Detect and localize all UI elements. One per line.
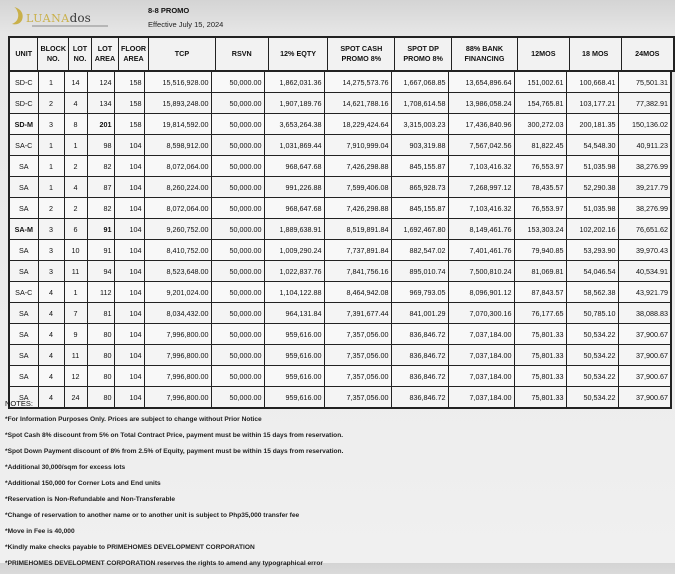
cell-floor-area: 104: [114, 345, 144, 366]
cell-bank-financing-88pct: 7,268,997.12: [448, 177, 514, 198]
price-table: [8, 70, 672, 409]
cell-spot-dp-promo: 903,319.88: [391, 135, 448, 156]
note-item: *Reservation is Non-Refundable and Non-Transferable: [5, 496, 176, 503]
cell-tcp: 8,410,752.00: [144, 240, 211, 261]
cell-block-no: 1: [38, 177, 64, 198]
cell-bank-financing-88pct: 7,037,184.00: [448, 324, 514, 345]
cell-tcp: 7,996,800.00: [144, 366, 211, 387]
cell-18-months: 51,035.98: [566, 156, 618, 177]
table-row: [9, 261, 671, 282]
cell-lot-area: 82: [87, 156, 114, 177]
cell-spot-dp-promo: 3,315,003.23: [391, 114, 448, 135]
cell-24-months: 37,900.67: [618, 387, 671, 409]
cell-unit: SA: [9, 198, 38, 219]
cell-bank-financing-88pct: 7,567,042.56: [448, 135, 514, 156]
cell-block-no: 2: [38, 198, 64, 219]
cell-12-months: 76,553.97: [514, 156, 566, 177]
cell-lot-no: 9: [64, 324, 87, 345]
cell-equity-12pct: 1,907,189.76: [264, 93, 324, 114]
table-row: [9, 177, 671, 198]
cell-tcp: 7,996,800.00: [144, 324, 211, 345]
cell-bank-financing-88pct: 7,103,416.32: [448, 156, 514, 177]
cell-unit: SA-C: [9, 135, 38, 156]
cell-lot-no: 1: [64, 282, 87, 303]
note-item: *Move in Fee is 40,000: [5, 528, 75, 535]
cell-rsvn: 50,000.00: [211, 156, 264, 177]
cell-lot-no: 1: [64, 135, 87, 156]
cell-spot-dp-promo: 1,692,467.80: [391, 219, 448, 240]
cell-tcp: 9,201,024.00: [144, 282, 211, 303]
cell-unit: SA-M: [9, 219, 38, 240]
cell-lot-area: 81: [87, 303, 114, 324]
cell-spot-dp-promo: 1,708,614.58: [391, 93, 448, 114]
cell-lot-area: 124: [87, 71, 114, 93]
column-header-18-months: 18 MOS: [569, 37, 621, 71]
cell-24-months: 39,217.79: [618, 177, 671, 198]
cell-lot-no: 10: [64, 240, 87, 261]
cell-tcp: 19,814,592.00: [144, 114, 211, 135]
cell-lot-no: 2: [64, 156, 87, 177]
cell-lot-area: 80: [87, 345, 114, 366]
cell-block-no: 2: [38, 93, 64, 114]
cell-spot-cash-promo: 7,910,999.04: [324, 135, 391, 156]
column-header-spot-cash-promo: SPOT CASH PROMO 8%: [328, 37, 395, 71]
cell-12-months: 300,272.03: [514, 114, 566, 135]
cell-spot-dp-promo: 865,928.73: [391, 177, 448, 198]
cell-18-months: 50,534.22: [566, 387, 618, 409]
note-item: *Additional 150,000 for Corner Lots and End units: [5, 480, 161, 487]
cell-lot-no: 2: [64, 198, 87, 219]
cell-tcp: 8,598,912.00: [144, 135, 211, 156]
cell-rsvn: 50,000.00: [211, 219, 264, 240]
cell-unit: SA: [9, 156, 38, 177]
cell-24-months: 150,136.02: [618, 114, 671, 135]
cell-floor-area: 104: [114, 135, 144, 156]
cell-floor-area: 104: [114, 198, 144, 219]
cell-18-months: 52,290.38: [566, 177, 618, 198]
column-header-12-months: 12MOS: [517, 37, 569, 71]
cell-spot-dp-promo: 841,001.29: [391, 303, 448, 324]
effective-date: Effective July 15, 2024: [148, 20, 224, 29]
cell-equity-12pct: 959,616.00: [264, 345, 324, 366]
cell-tcp: 8,260,224.00: [144, 177, 211, 198]
cell-bank-financing-88pct: 7,070,300.16: [448, 303, 514, 324]
table-row: [9, 198, 671, 219]
note-item: *Kindly make checks payable to PRIMEHOMES DEVELOPMENT CORPORATION: [5, 544, 255, 551]
cell-unit: SD-C: [9, 93, 38, 114]
cell-spot-cash-promo: 7,426,298.88: [324, 198, 391, 219]
document-header: [0, 0, 675, 34]
cell-block-no: 1: [38, 135, 64, 156]
cell-block-no: 3: [38, 261, 64, 282]
cell-spot-cash-promo: 8,464,942.08: [324, 282, 391, 303]
cell-unit: SA: [9, 240, 38, 261]
cell-12-months: 76,553.97: [514, 198, 566, 219]
cell-12-months: 153,303.24: [514, 219, 566, 240]
cell-lot-area: 134: [87, 93, 114, 114]
cell-rsvn: 50,000.00: [211, 261, 264, 282]
cell-rsvn: 50,000.00: [211, 387, 264, 409]
cell-tcp: 9,260,752.00: [144, 219, 211, 240]
cell-lot-no: 11: [64, 345, 87, 366]
cell-lot-area: 80: [87, 324, 114, 345]
cell-bank-financing-88pct: 13,654,896.64: [448, 71, 514, 93]
cell-unit: SD-C: [9, 71, 38, 93]
cell-floor-area: 104: [114, 366, 144, 387]
cell-24-months: 38,088.83: [618, 303, 671, 324]
cell-spot-cash-promo: 7,357,056.00: [324, 345, 391, 366]
cell-18-months: 53,293.90: [566, 240, 618, 261]
cell-rsvn: 50,000.00: [211, 324, 264, 345]
cell-floor-area: 104: [114, 282, 144, 303]
cell-spot-dp-promo: 882,547.02: [391, 240, 448, 261]
column-header-tcp: TCP: [149, 37, 216, 71]
logo-wordmark: [26, 11, 91, 25]
cell-tcp: 8,523,648.00: [144, 261, 211, 282]
cell-equity-12pct: 1,104,122.88: [264, 282, 324, 303]
table-row: [9, 303, 671, 324]
cell-18-months: 54,046.54: [566, 261, 618, 282]
cell-lot-area: 82: [87, 198, 114, 219]
table-row: [9, 135, 671, 156]
cell-block-no: 3: [38, 219, 64, 240]
cell-floor-area: 104: [114, 261, 144, 282]
cell-spot-cash-promo: 14,621,788.16: [324, 93, 391, 114]
cell-tcp: 8,034,432.00: [144, 303, 211, 324]
cell-lot-no: 7: [64, 303, 87, 324]
cell-rsvn: 50,000.00: [211, 240, 264, 261]
table-row: [9, 345, 671, 366]
cell-spot-cash-promo: 7,357,056.00: [324, 366, 391, 387]
cell-tcp: 7,996,800.00: [144, 387, 211, 409]
price-table-header: [8, 36, 675, 72]
cell-equity-12pct: 3,653,264.38: [264, 114, 324, 135]
cell-lot-area: 112: [87, 282, 114, 303]
cell-rsvn: 50,000.00: [211, 177, 264, 198]
note-item: *Change of reservation to another name or to another unit is subject to Php35,000 transfer fee: [5, 512, 300, 519]
cell-floor-area: 158: [114, 71, 144, 93]
cell-block-no: 1: [38, 71, 64, 93]
cell-rsvn: 50,000.00: [211, 345, 264, 366]
cell-12-months: 151,002.61: [514, 71, 566, 93]
column-header-rsvn: RSVN: [215, 37, 268, 71]
cell-floor-area: 158: [114, 114, 144, 135]
cell-12-months: 81,069.81: [514, 261, 566, 282]
cell-equity-12pct: 959,616.00: [264, 324, 324, 345]
cell-lot-area: 91: [87, 219, 114, 240]
cell-rsvn: 50,000.00: [211, 303, 264, 324]
cell-floor-area: 104: [114, 324, 144, 345]
cell-spot-dp-promo: 895,010.74: [391, 261, 448, 282]
cell-24-months: 38,276.99: [618, 156, 671, 177]
cell-equity-12pct: 1,862,031.36: [264, 71, 324, 93]
cell-12-months: 81,822.45: [514, 135, 566, 156]
cell-equity-12pct: 991,226.88: [264, 177, 324, 198]
cell-tcp: 8,072,064.00: [144, 198, 211, 219]
table-row: [9, 366, 671, 387]
cell-spot-dp-promo: 969,793.05: [391, 282, 448, 303]
cell-18-months: 102,202.16: [566, 219, 618, 240]
cell-floor-area: 104: [114, 219, 144, 240]
cell-18-months: 51,035.98: [566, 198, 618, 219]
cell-unit: SD-M: [9, 114, 38, 135]
cell-lot-area: 201: [87, 114, 114, 135]
cell-24-months: 37,900.67: [618, 366, 671, 387]
cell-18-months: 54,548.30: [566, 135, 618, 156]
cell-equity-12pct: 959,616.00: [264, 366, 324, 387]
cell-equity-12pct: 1,009,290.24: [264, 240, 324, 261]
cell-spot-cash-promo: 7,841,756.16: [324, 261, 391, 282]
cell-equity-12pct: 968,647.68: [264, 156, 324, 177]
cell-spot-dp-promo: 836,846.72: [391, 324, 448, 345]
cell-lot-area: 91: [87, 240, 114, 261]
cell-bank-financing-88pct: 8,149,461.76: [448, 219, 514, 240]
cell-bank-financing-88pct: 7,037,184.00: [448, 345, 514, 366]
cell-lot-no: 4: [64, 93, 87, 114]
notes-list: [5, 414, 665, 574]
cell-spot-cash-promo: 7,426,298.88: [324, 156, 391, 177]
cell-lot-area: 94: [87, 261, 114, 282]
table-row: [9, 114, 671, 135]
cell-rsvn: 50,000.00: [211, 93, 264, 114]
cell-unit: SA: [9, 303, 38, 324]
cell-spot-cash-promo: 7,737,891.84: [324, 240, 391, 261]
table-row: [9, 219, 671, 240]
cell-18-months: 103,177.21: [566, 93, 618, 114]
cell-24-months: 38,276.99: [618, 198, 671, 219]
cell-rsvn: 50,000.00: [211, 366, 264, 387]
cell-equity-12pct: 1,889,638.91: [264, 219, 324, 240]
cell-spot-dp-promo: 1,667,068.85: [391, 71, 448, 93]
cell-24-months: 40,911.23: [618, 135, 671, 156]
table-row: [9, 240, 671, 261]
cell-lot-no: 14: [64, 71, 87, 93]
notes-title: NOTES:: [5, 399, 33, 408]
cell-lot-no: 11: [64, 261, 87, 282]
cell-18-months: 50,534.22: [566, 345, 618, 366]
cell-floor-area: 104: [114, 387, 144, 409]
cell-12-months: 75,801.33: [514, 366, 566, 387]
table-row: [9, 156, 671, 177]
cell-24-months: 76,651.62: [618, 219, 671, 240]
cell-block-no: 3: [38, 114, 64, 135]
cell-24-months: 75,501.31: [618, 71, 671, 93]
column-header-equity-12pct: 12% EQTY: [268, 37, 328, 71]
cell-24-months: 37,900.67: [618, 345, 671, 366]
table-row: [9, 71, 671, 93]
cell-block-no: 4: [38, 345, 64, 366]
note-item: *Additional 30,000/sqm for excess lots: [5, 464, 126, 471]
cell-lot-area: 98: [87, 135, 114, 156]
logo-tagline: [32, 25, 108, 27]
note-item: *PRIMEHOMES DEVELOPMENT CORPORATION reserves the rights to amend any typographical error: [5, 560, 323, 567]
cell-floor-area: 104: [114, 303, 144, 324]
cell-unit: SA: [9, 177, 38, 198]
cell-equity-12pct: 968,647.68: [264, 198, 324, 219]
cell-lot-area: 87: [87, 177, 114, 198]
cell-spot-cash-promo: 7,599,406.08: [324, 177, 391, 198]
note-item: *Spot Cash 8% discount from 5% on Total Contract Price, payment must be within 15 days from reservation.: [5, 432, 344, 439]
note-item: *For Information Purposes Only. Prices are subject to change without Prior Notice: [5, 416, 262, 423]
cell-unit: SA: [9, 324, 38, 345]
cell-equity-12pct: 964,131.84: [264, 303, 324, 324]
cell-18-months: 100,668.41: [566, 71, 618, 93]
cell-lot-no: 4: [64, 177, 87, 198]
cell-lot-no: 12: [64, 366, 87, 387]
cell-bank-financing-88pct: 17,436,840.96: [448, 114, 514, 135]
cell-equity-12pct: 1,031,869.44: [264, 135, 324, 156]
header-row: [9, 37, 674, 71]
column-header-lot-no: LOT NO.: [69, 37, 92, 71]
note-item: *Spot Down Payment discount of 8% from 2.5% of Equity, payment must be within 15 days from reservation.: [5, 448, 344, 455]
cell-12-months: 154,765.81: [514, 93, 566, 114]
cell-12-months: 79,940.85: [514, 240, 566, 261]
cell-12-months: 76,177.65: [514, 303, 566, 324]
cell-18-months: 58,562.38: [566, 282, 618, 303]
cell-12-months: 75,801.33: [514, 324, 566, 345]
cell-18-months: 50,785.10: [566, 303, 618, 324]
cell-12-months: 75,801.33: [514, 387, 566, 409]
cell-tcp: 15,516,928.00: [144, 71, 211, 93]
cell-lot-no: 8: [64, 114, 87, 135]
table-row: [9, 282, 671, 303]
cell-bank-financing-88pct: 13,986,058.24: [448, 93, 514, 114]
cell-tcp: 15,893,248.00: [144, 93, 211, 114]
cell-unit: SA: [9, 345, 38, 366]
cell-tcp: 7,996,800.00: [144, 345, 211, 366]
cell-block-no: 4: [38, 366, 64, 387]
cell-24-months: 40,534.91: [618, 261, 671, 282]
cell-block-no: 1: [38, 156, 64, 177]
column-header-block-no: BLOCK NO.: [38, 37, 69, 71]
cell-spot-dp-promo: 836,846.72: [391, 366, 448, 387]
cell-12-months: 87,843.57: [514, 282, 566, 303]
cell-block-no: 4: [38, 324, 64, 345]
cell-lot-area: 80: [87, 366, 114, 387]
cell-rsvn: 50,000.00: [211, 198, 264, 219]
cell-24-months: 77,382.91: [618, 93, 671, 114]
cell-block-no: 4: [38, 387, 64, 409]
column-header-floor-area: FLOOR AREA: [118, 37, 148, 71]
cell-spot-cash-promo: 14,275,573.76: [324, 71, 391, 93]
cell-12-months: 78,435.57: [514, 177, 566, 198]
cell-unit: SA: [9, 366, 38, 387]
cell-equity-12pct: 1,022,837.76: [264, 261, 324, 282]
cell-24-months: 37,900.67: [618, 324, 671, 345]
cell-spot-cash-promo: 18,229,424.64: [324, 114, 391, 135]
cell-spot-cash-promo: 7,357,056.00: [324, 324, 391, 345]
cell-18-months: 200,181.35: [566, 114, 618, 135]
cell-bank-financing-88pct: 7,500,810.24: [448, 261, 514, 282]
cell-spot-cash-promo: 7,357,056.00: [324, 387, 391, 409]
cell-18-months: 50,534.22: [566, 366, 618, 387]
crescent-moon-icon: [10, 6, 26, 26]
cell-spot-cash-promo: 7,391,677.44: [324, 303, 391, 324]
column-header-bank-financing-88pct: 88% BANK FINANCING: [452, 37, 518, 71]
cell-floor-area: 158: [114, 93, 144, 114]
cell-bank-financing-88pct: 7,037,184.00: [448, 366, 514, 387]
cell-floor-area: 104: [114, 240, 144, 261]
cell-unit: SA-C: [9, 282, 38, 303]
notes-section: [5, 399, 665, 574]
cell-24-months: 39,970.43: [618, 240, 671, 261]
column-header-unit: UNIT: [9, 37, 38, 71]
cell-block-no: 4: [38, 282, 64, 303]
cell-bank-financing-88pct: 7,103,416.32: [448, 198, 514, 219]
cell-spot-dp-promo: 845,155.87: [391, 198, 448, 219]
cell-spot-cash-promo: 8,519,891.84: [324, 219, 391, 240]
cell-18-months: 50,534.22: [566, 324, 618, 345]
cell-12-months: 75,801.33: [514, 345, 566, 366]
cell-floor-area: 104: [114, 156, 144, 177]
cell-floor-area: 104: [114, 177, 144, 198]
cell-spot-dp-promo: 845,155.87: [391, 156, 448, 177]
cell-unit: SA: [9, 261, 38, 282]
cell-spot-dp-promo: 836,846.72: [391, 345, 448, 366]
cell-bank-financing-88pct: 7,401,461.76: [448, 240, 514, 261]
cell-block-no: 3: [38, 240, 64, 261]
cell-bank-financing-88pct: 7,037,184.00: [448, 387, 514, 409]
cell-24-months: 43,921.79: [618, 282, 671, 303]
cell-lot-no: 24: [64, 387, 87, 409]
cell-rsvn: 50,000.00: [211, 114, 264, 135]
cell-unit: SA: [9, 387, 38, 409]
promo-title: 8-8 PROMO: [148, 6, 190, 15]
cell-rsvn: 50,000.00: [211, 71, 264, 93]
luana-dos-logo: [10, 6, 110, 30]
table-row: [9, 324, 671, 345]
cell-rsvn: 50,000.00: [211, 282, 264, 303]
table-row: [9, 93, 671, 114]
cell-lot-area: 80: [87, 387, 114, 409]
column-header-24-months: 24MOS: [621, 37, 674, 71]
cell-tcp: 8,072,064.00: [144, 156, 211, 177]
cell-bank-financing-88pct: 8,096,901.12: [448, 282, 514, 303]
cell-equity-12pct: 959,616.00: [264, 387, 324, 409]
cell-spot-dp-promo: 836,846.72: [391, 387, 448, 409]
cell-lot-no: 6: [64, 219, 87, 240]
column-header-spot-dp-promo: SPOT DP PROMO 8%: [395, 37, 452, 71]
logo-suffix: dos: [69, 11, 91, 25]
logo-name: LUANA: [26, 12, 70, 25]
cell-block-no: 4: [38, 303, 64, 324]
column-header-lot-area: LOT AREA: [91, 37, 118, 71]
cell-rsvn: 50,000.00: [211, 135, 264, 156]
